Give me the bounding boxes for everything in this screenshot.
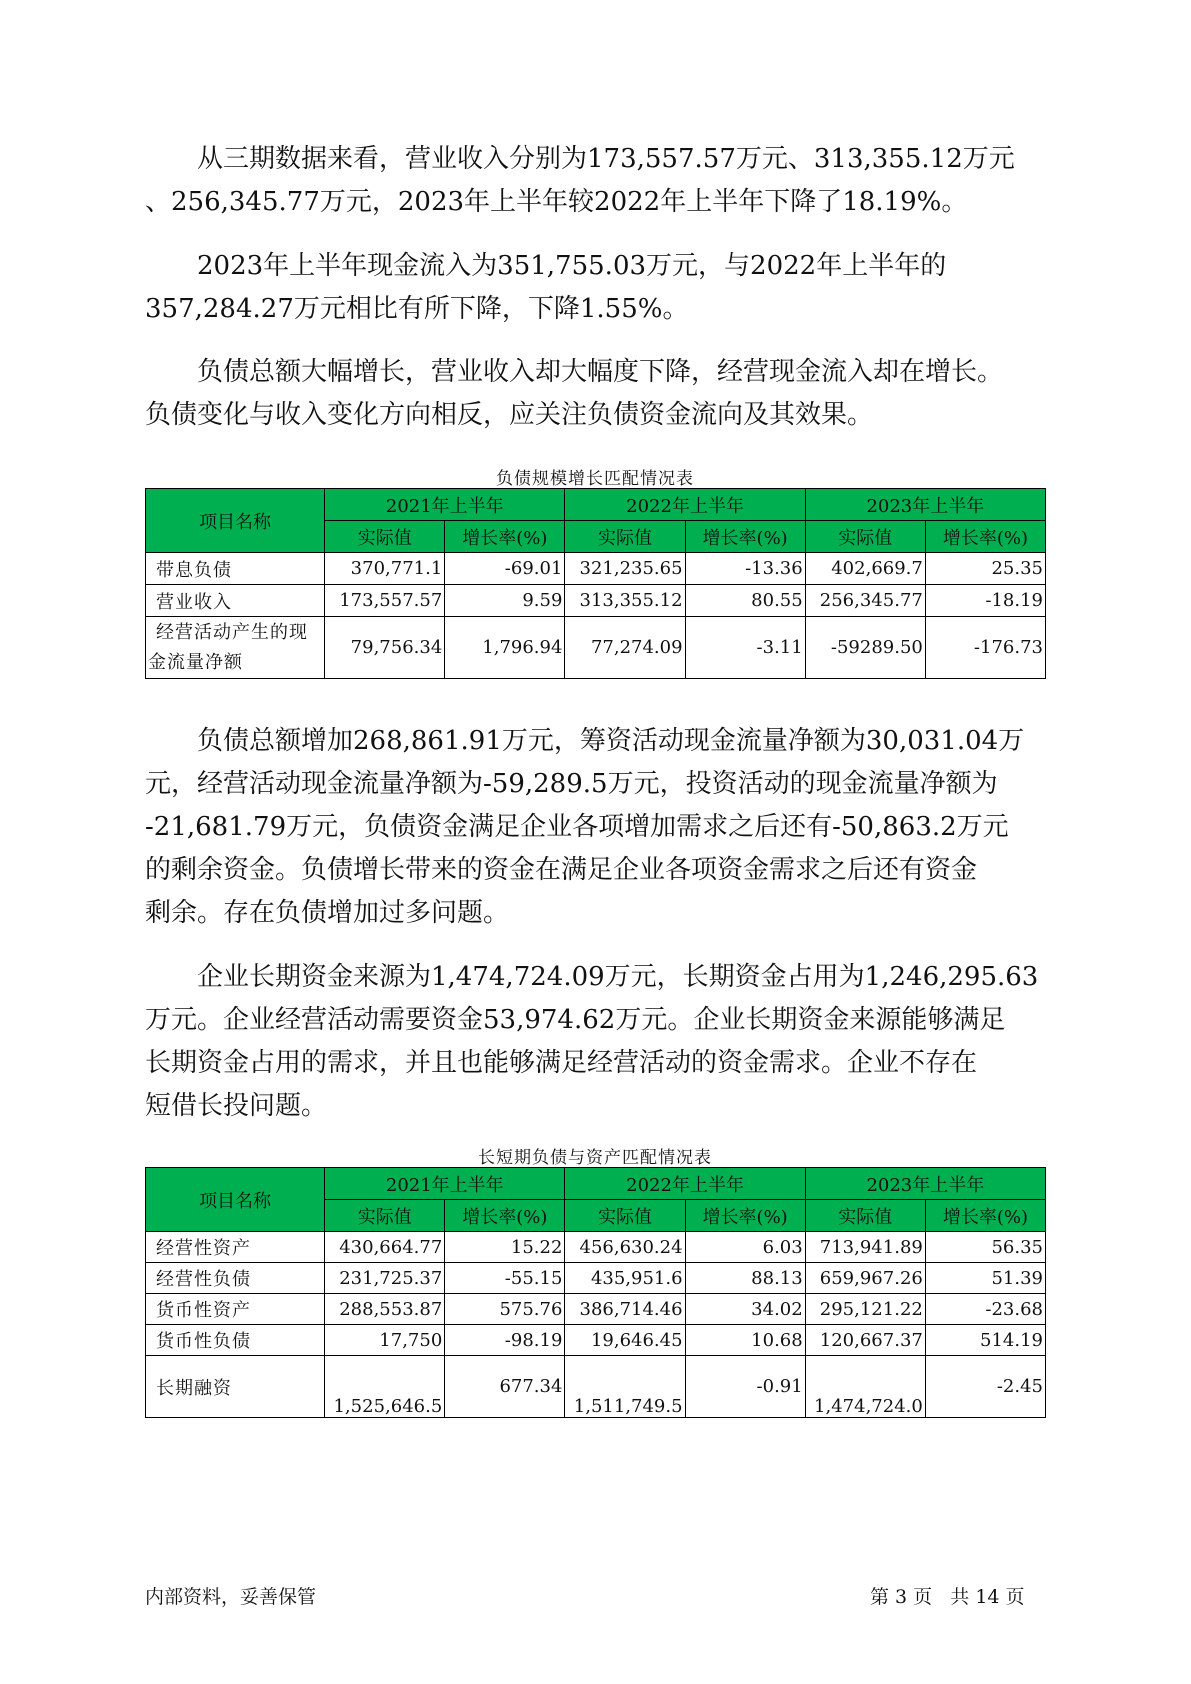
- table-row: [146, 1356, 1046, 1418]
- paragraph-line: 长期资金占用的需求，并且也能够满足经营活动的资金需求。企业不存在: [145, 1048, 978, 1078]
- cell-value: 288,553.87: [325, 1294, 445, 1325]
- header-growth: 增长率(%): [925, 1200, 1045, 1232]
- cell-value: 51.39: [925, 1263, 1045, 1294]
- cell-value: 77,274.09: [565, 617, 685, 679]
- cell-value: 713,941.89: [805, 1232, 925, 1263]
- header-actual: 实际值: [565, 1200, 685, 1232]
- paragraph-line: 剩余。存在负债增加过多问题。: [145, 898, 510, 928]
- cell-value: 386,714.46: [565, 1294, 685, 1325]
- cell-value: 677.34: [445, 1356, 565, 1418]
- debt-asset-match-table: [145, 1167, 1046, 1418]
- cell-value: 17,750: [325, 1325, 445, 1356]
- cell-value: 295,121.22: [805, 1294, 925, 1325]
- row-name: 经营活动产生的现: [156, 621, 308, 643]
- header-period: 2023年上半年: [805, 489, 1045, 521]
- header-growth: 增长率(%): [685, 1200, 805, 1232]
- header-actual: 实际值: [325, 1200, 445, 1232]
- header-growth: 增长率(%): [445, 521, 565, 553]
- cell-value: 56.35: [925, 1232, 1045, 1263]
- paragraph-line: 短借长投问题。: [145, 1091, 328, 1121]
- row-name: 带息负债: [146, 553, 325, 585]
- header-growth: 增长率(%): [925, 521, 1045, 553]
- table-row: [146, 1263, 1046, 1294]
- table-row: [146, 1294, 1046, 1325]
- header-growth: 增长率(%): [445, 1200, 565, 1232]
- table-caption: 长短期负债与资产匹配情况表: [478, 1148, 712, 1168]
- cell-value: 1,796.94: [445, 617, 565, 679]
- header-period: 2023年上半年: [805, 1168, 1045, 1200]
- cell-value: 575.76: [445, 1294, 565, 1325]
- header-actual: 实际值: [805, 1200, 925, 1232]
- cell-value: -3.11: [685, 617, 805, 679]
- cell-value: 256,345.77: [805, 585, 925, 617]
- paragraph-line: 万元。企业经营活动需要资金53,974.62万元。企业长期资金来源能够满足: [145, 1005, 1006, 1035]
- header-period: 2022年上半年: [565, 489, 805, 521]
- table-row: [146, 1325, 1046, 1356]
- row-name-cell: [146, 617, 325, 679]
- header-item-name: 项目名称: [146, 1168, 325, 1232]
- cell-value: 1,511,749.5: [565, 1356, 685, 1418]
- paragraph-line: 负债变化与收入变化方向相反，应关注负债资金流向及其效果。: [145, 400, 874, 430]
- paragraph-line: 从三期数据来看，营业收入分别为173,557.57万元、313,355.12万元: [197, 144, 1015, 174]
- paragraph-line: 的剩余资金。负债增长带来的资金在满足企业各项资金需求之后还有资金: [145, 855, 978, 885]
- cell-value: 80.55: [685, 585, 805, 617]
- cell-value: 1,474,724.0: [805, 1356, 925, 1418]
- cell-value: -69.01: [445, 553, 565, 585]
- cell-value: 514.19: [925, 1325, 1045, 1356]
- paragraph-line: 负债总额增加268,861.91万元，筹资活动现金流量净额为30,031.04万: [197, 726, 1025, 756]
- paragraph-line: 2023年上半年现金流入为351,755.03万元，与2022年上半年的: [197, 251, 947, 281]
- table-row: [146, 585, 1046, 617]
- cell-value: 659,967.26: [805, 1263, 925, 1294]
- row-name: 经营性资产: [146, 1232, 325, 1263]
- cell-value: -0.91: [685, 1356, 805, 1418]
- cell-value: 430,664.77: [325, 1232, 445, 1263]
- cell-value: -55.15: [445, 1263, 565, 1294]
- table-caption: 负债规模增长匹配情况表: [496, 469, 694, 489]
- cell-value: -13.36: [685, 553, 805, 585]
- header-period: 2021年上半年: [325, 489, 565, 521]
- table-row: [146, 553, 1046, 585]
- cell-value: 313,355.12: [565, 585, 685, 617]
- cell-value: 402,669.7: [805, 553, 925, 585]
- cell-value: 19,646.45: [565, 1325, 685, 1356]
- header-period: 2021年上半年: [325, 1168, 565, 1200]
- cell-value: -59289.50: [805, 617, 925, 679]
- debt-scale-table: [145, 488, 1046, 679]
- cell-value: 231,725.37: [325, 1263, 445, 1294]
- cell-value: 34.02: [685, 1294, 805, 1325]
- table-row: [146, 617, 1046, 679]
- cell-value: 9.59: [445, 585, 565, 617]
- cell-value: 370,771.1: [325, 553, 445, 585]
- row-name: 营业收入: [146, 585, 325, 617]
- row-name: 经营性负债: [146, 1263, 325, 1294]
- row-name-continued: 金流量净额: [148, 651, 243, 673]
- cell-value: 120,667.37: [805, 1325, 925, 1356]
- header-actual: 实际值: [325, 521, 445, 553]
- cell-value: 88.13: [685, 1263, 805, 1294]
- cell-value: 1,525,646.5: [325, 1356, 445, 1418]
- paragraph-line: 元，经营活动现金流量净额为-59,289.5万元，投资活动的现金流量净额为: [145, 769, 998, 799]
- paragraph-line: 、256,345.77万元，2023年上半年较2022年上半年下降了18.19%。: [145, 187, 968, 217]
- header-period: 2022年上半年: [565, 1168, 805, 1200]
- cell-value: 6.03: [685, 1232, 805, 1263]
- cell-value: -18.19: [925, 585, 1045, 617]
- footer-page-number: 第 3 页 共 14 页: [870, 1586, 1025, 1608]
- header-actual: 实际值: [565, 521, 685, 553]
- row-name: 货币性负债: [146, 1325, 325, 1356]
- cell-value: 79,756.34: [325, 617, 445, 679]
- cell-value: 321,235.65: [565, 553, 685, 585]
- header-actual: 实际值: [805, 521, 925, 553]
- cell-value: -23.68: [925, 1294, 1045, 1325]
- row-name: 货币性资产: [146, 1294, 325, 1325]
- cell-value: 15.22: [445, 1232, 565, 1263]
- paragraph-line: 企业长期资金来源为1,474,724.09万元，长期资金占用为1,246,295.63: [197, 962, 1039, 992]
- paragraph-line: 357,284.27万元相比有所下降，下降1.55%。: [145, 294, 689, 324]
- row-name: 长期融资: [146, 1356, 325, 1418]
- cell-value: -2.45: [925, 1356, 1045, 1418]
- cell-value: 435,951.6: [565, 1263, 685, 1294]
- cell-value: 173,557.57: [325, 585, 445, 617]
- table-row: [146, 1232, 1046, 1263]
- cell-value: 10.68: [685, 1325, 805, 1356]
- header-growth: 增长率(%): [685, 521, 805, 553]
- paragraph-line: 负债总额大幅增长，营业收入却大幅度下降，经营现金流入却在增长。: [197, 357, 1004, 387]
- footer-confidential: 内部资料，妥善保管: [145, 1586, 317, 1608]
- cell-value: 25.35: [925, 553, 1045, 585]
- cell-value: 456,630.24: [565, 1232, 685, 1263]
- cell-value: -176.73: [925, 617, 1045, 679]
- cell-value: -98.19: [445, 1325, 565, 1356]
- paragraph-line: -21,681.79万元，负债资金满足企业各项增加需求之后还有-50,863.2万元: [145, 812, 1009, 842]
- header-item-name: 项目名称: [146, 489, 325, 553]
